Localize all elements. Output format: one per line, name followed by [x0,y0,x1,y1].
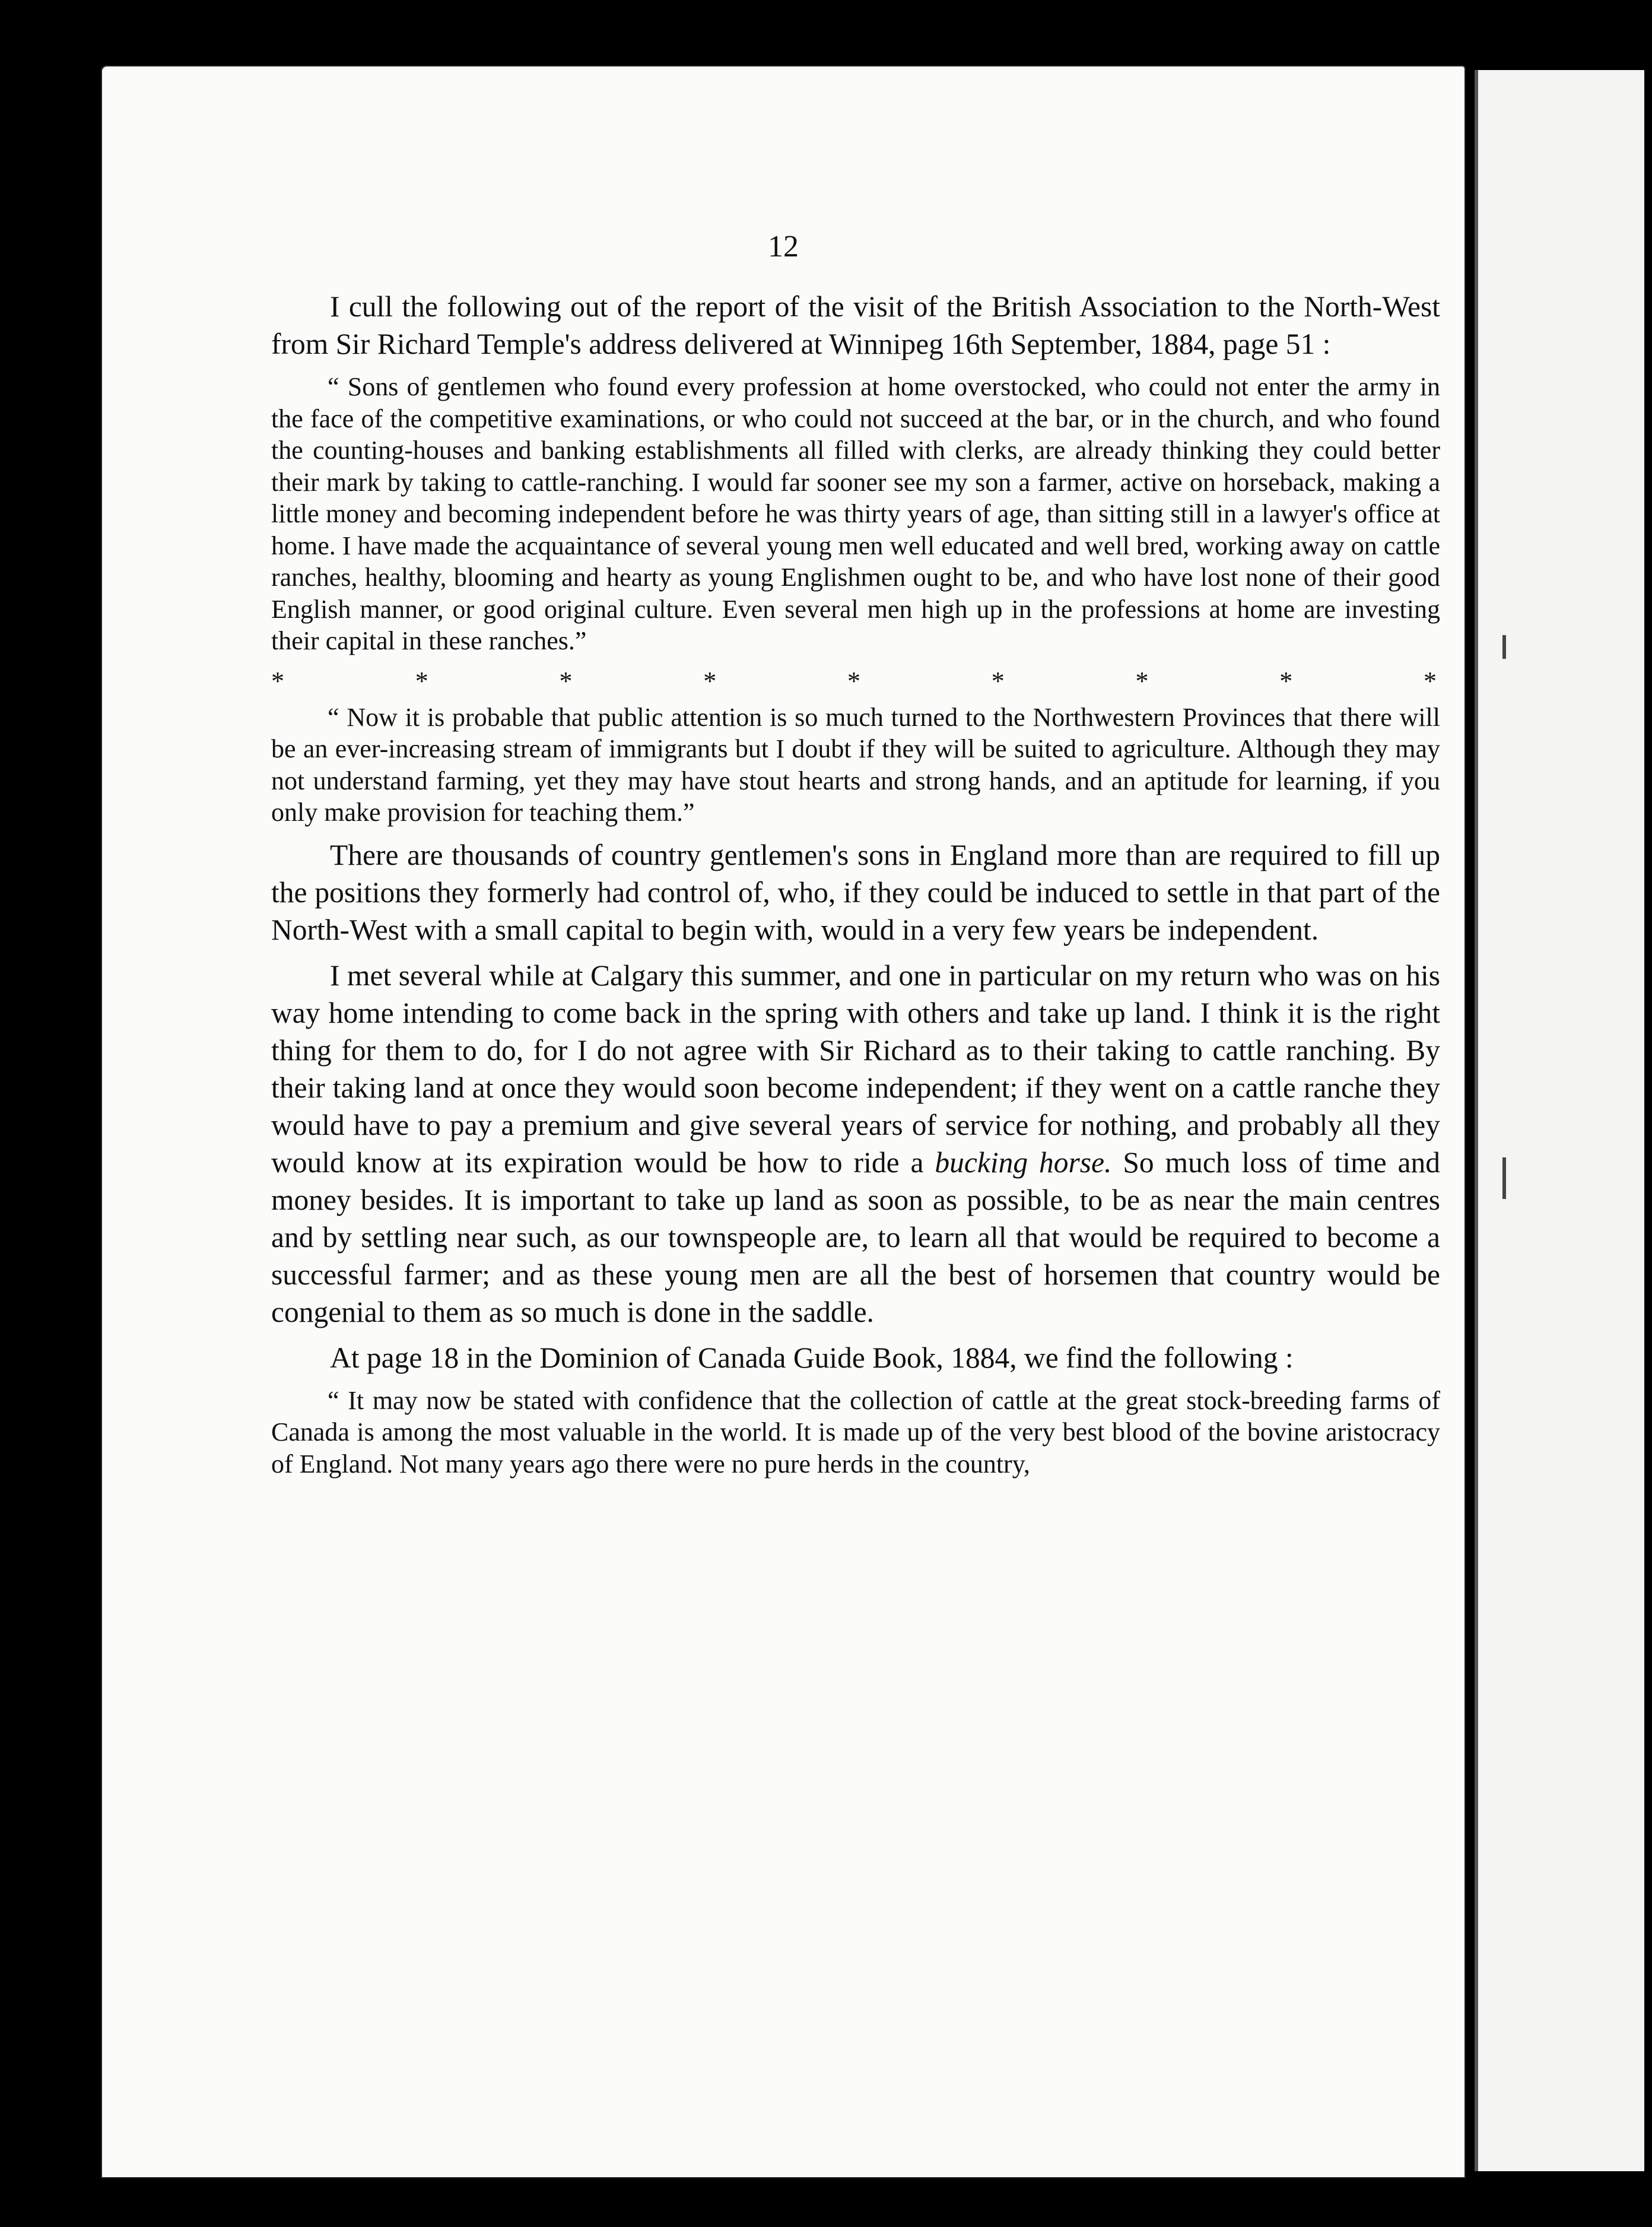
quote-temple-2: “ Now it is probable that public attention is so much turned to the Northwestern Provinces that there will be an ever-increasing stream of immigrants but I doubt if they will be suited to agriculture. Although they may not understand farming, yet they may have stout hearts and strong hands, and an aptitude for learning, if you only make provision for teaching them.” [271,702,1440,827]
calgary-text-before: I met several while at Calgary this summer, and one in particular on my return who was on his way home intending to come back in the spring with others and take up land. I think it is the right thing for them to do, for I do not agree with Sir Richard as to their taking to cattle ranching. By their taking land at once they would soon become independent; if they went on a cattle ranche they would have to pay a premium and give several years of service for nothing, and probably all they would know at its expiration would be how to ride a [271,959,1440,1179]
page-number: 12 [768,230,799,264]
adjacent-page-edge [1475,70,1644,2171]
asterisk: * [1135,666,1149,696]
intro-paragraph: I cull the following out of the report of the visit of the British Association to the North-West from Sir Richard Temple's address delivered at Winnipeg 16th September, 1884, page 51 : [271,290,1440,360]
asterisk: * [1279,666,1293,696]
paragraph-guide-book: At page 18 in the Dominion of Canada Guide Book, 1884, we find the following : [330,1341,1294,1374]
calgary-text-after: So much loss of time and money besides. It is important to take up land as soon as possible, to be as near the main centres and by settling near such, as our townspeople are, to learn all that would be required to become a successful farmer; and as these young men are all the best of horsemen that country would be congenial to them as so much is done in the saddle. [271,1146,1440,1328]
document-page [101,65,1466,2178]
quote-temple-1: “ Sons of gentlemen who found every profession at home overstocked, who could not enter the army in the face of the competitive examinations, or who could not succeed at the bar, or in the church, and who found the counting-houses and banking establishments all filled with clerks, are already thinking they could better their mark by taking to cattle-ranching. I would far sooner see my son a farmer, active on horseback, making a little money and becoming independent before he was thirty years of age, than sitting still in a lawyer's office at home. I have made the acquaintance of several young men well educated and well bred, working away on cattle ranches, healthy, blooming and hearty as young Englishmen ought to be, and who have lost none of their good English manner, or good original culture. Even several men high up in the professions at home are investing their capital in these ranches.” [271,372,1440,655]
paragraph-calgary [271,957,1440,1331]
asterisk-divider [271,665,1440,698]
asterisk: * [1424,666,1437,696]
asterisk: * [415,666,428,696]
asterisk: * [847,666,860,696]
asterisk: * [559,666,573,696]
asterisk: * [703,666,717,696]
page-body [271,288,1440,1487]
calgary-italic-phrase: bucking horse. [935,1146,1112,1179]
quote-guide-book: “ It may now be stated with confidence that the collection of cattle at the great stock-breeding farms of Canada is among the most valuable in the world. It is made up of the very best blood of the bovine aristocracy of England. Not many years ago there were no pure herds in the country, [271,1385,1440,1479]
asterisk: * [271,666,284,696]
binding-mark [1502,1157,1506,1199]
binding-mark [1502,635,1506,659]
asterisk: * [991,666,1005,696]
paragraph-thousands: There are thousands of country gentlemen's sons in England more than are required to fill up the positions they formerly had control of, who, if they could be induced to settle in that part of the North-West with a small capital to begin with, would in a very few years be independent. [271,838,1440,946]
